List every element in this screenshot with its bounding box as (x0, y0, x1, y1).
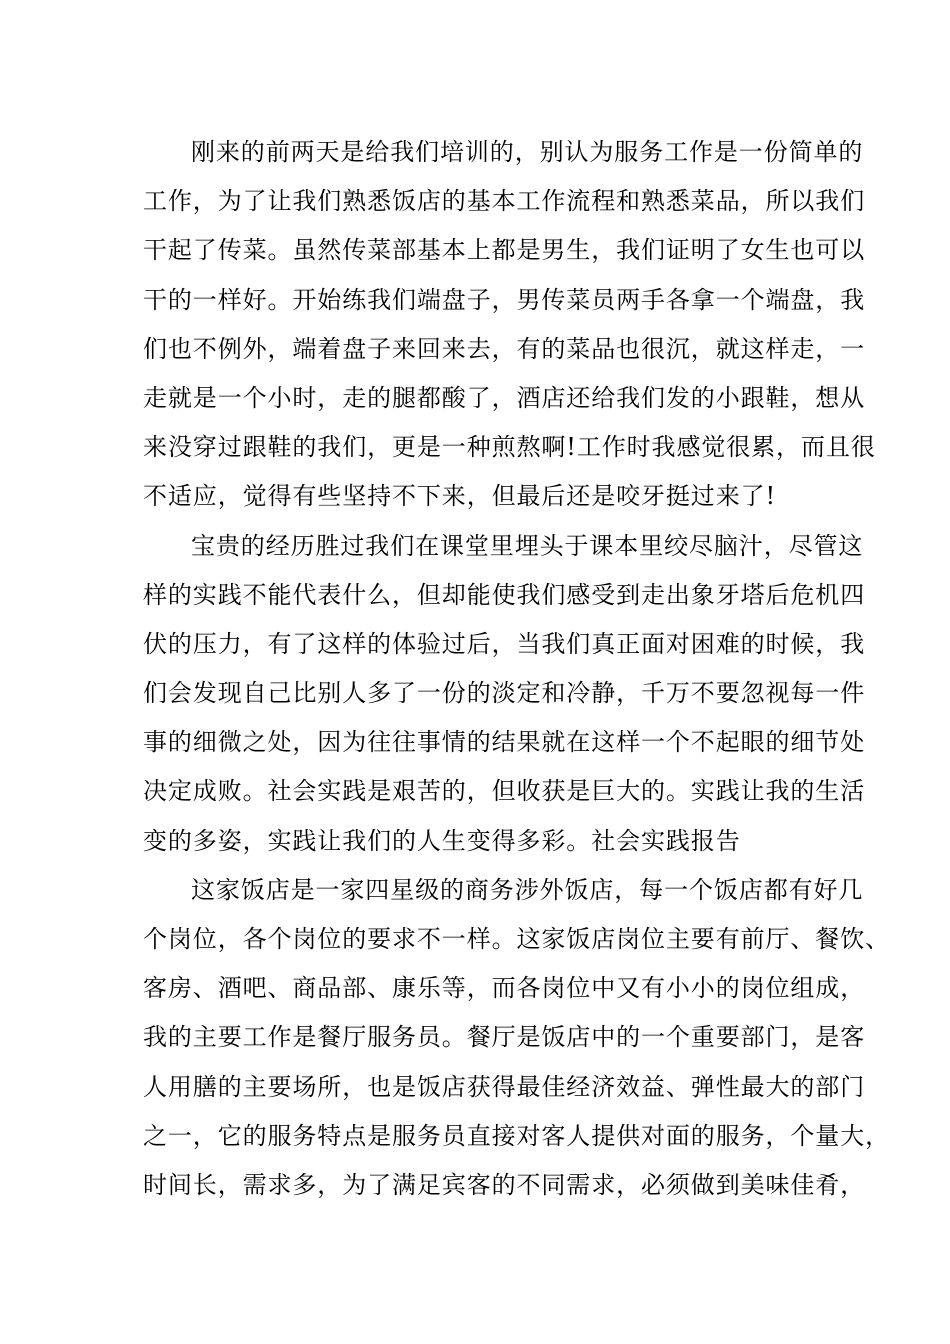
paragraph-1-line-3: 干起了传菜。虽然传菜部基本上都是男生，我们证明了女生也可以 (143, 236, 866, 265)
paragraph-3-line-4: 我的主要工作是餐厅服务员。餐厅是饭店中的一个重要部门，是客 (143, 1023, 866, 1052)
paragraph-3-line-5: 人用膳的主要场所，也是饭店获得最佳经济效益、弹性最大的部门 (143, 1072, 866, 1101)
paragraph-2-line-4: 们会发现自己比别人多了一份的淡定和冷静，千万不要忽视每一件 (143, 679, 866, 708)
paragraph-2-line-2: 样的实践不能代表什么，但却能使我们感受到走出象牙塔后危机四 (143, 580, 866, 609)
paragraph-2-line-5: 事的细微之处，因为往往事情的结果就在这样一个不起眼的细节处 (143, 728, 866, 757)
document-body (143, 128, 890, 1210)
paragraph-2-line-1: 宝贵的经历胜过我们在课堂里埋头于课本里绞尽脑汁，尽管这 (191, 531, 864, 560)
paragraph-3-line-6: 之一，它的服务特点是服务员直接对客人提供对面的服务，个量大， (143, 1121, 890, 1150)
paragraph-1-line-5: 们也不例外，端着盘子来回来去，有的菜品也很沉，就这样走，一 (143, 334, 866, 363)
paragraph-1-line-2: 工作，为了让我们熟悉饭店的基本工作流程和熟悉菜品，所以我们 (143, 187, 866, 216)
paragraph-3-line-7: 时间长，需求多，为了满足宾客的不同需求，必须做到美味佳肴， (143, 1170, 866, 1199)
paragraph-2-line-7: 变的多姿，实践让我们的人生变得多彩。社会实践报告 (143, 826, 741, 855)
paragraph-1-line-6: 走就是一个小时，走的腿都酸了，酒店还给我们发的小跟鞋，想从 (143, 383, 866, 412)
paragraph-3-line-2: 个岗位，各个岗位的要求不一样。这家饭店岗位主要有前厅、餐饮、 (143, 925, 890, 953)
paragraph-1-line-4: 干的一样好。开始练我们端盘子，男传菜员两手各拿一个端盘，我 (143, 285, 866, 314)
paragraph-1-line-7: 来没穿过跟鞋的我们，更是一种煎熬啊!工作时我感觉很累，而且很 (143, 433, 876, 462)
paragraph-2-line-6: 决定成败。社会实践是艰苦的，但收获是巨大的。实践让我的生活 (143, 777, 866, 806)
paragraph-1-line-8: 不适应，觉得有些坚持不下来，但最后还是咬牙挺过来了! (143, 482, 777, 511)
paragraph-2-line-3: 伏的压力，有了这样的体验过后，当我们真正面对困难的时候，我 (143, 629, 866, 658)
paragraph-1-line-1: 刚来的前两天是给我们培训的，别认为服务工作是一份简单的 (191, 138, 864, 166)
paragraph-3-line-3: 客房、酒吧、商品部、康乐等，而各岗位中又有小小的岗位组成， (143, 974, 866, 1003)
paragraph-3-line-1: 这家饭店是一家四星级的商务涉外饭店，每一个饭店都有好几 (191, 875, 864, 904)
